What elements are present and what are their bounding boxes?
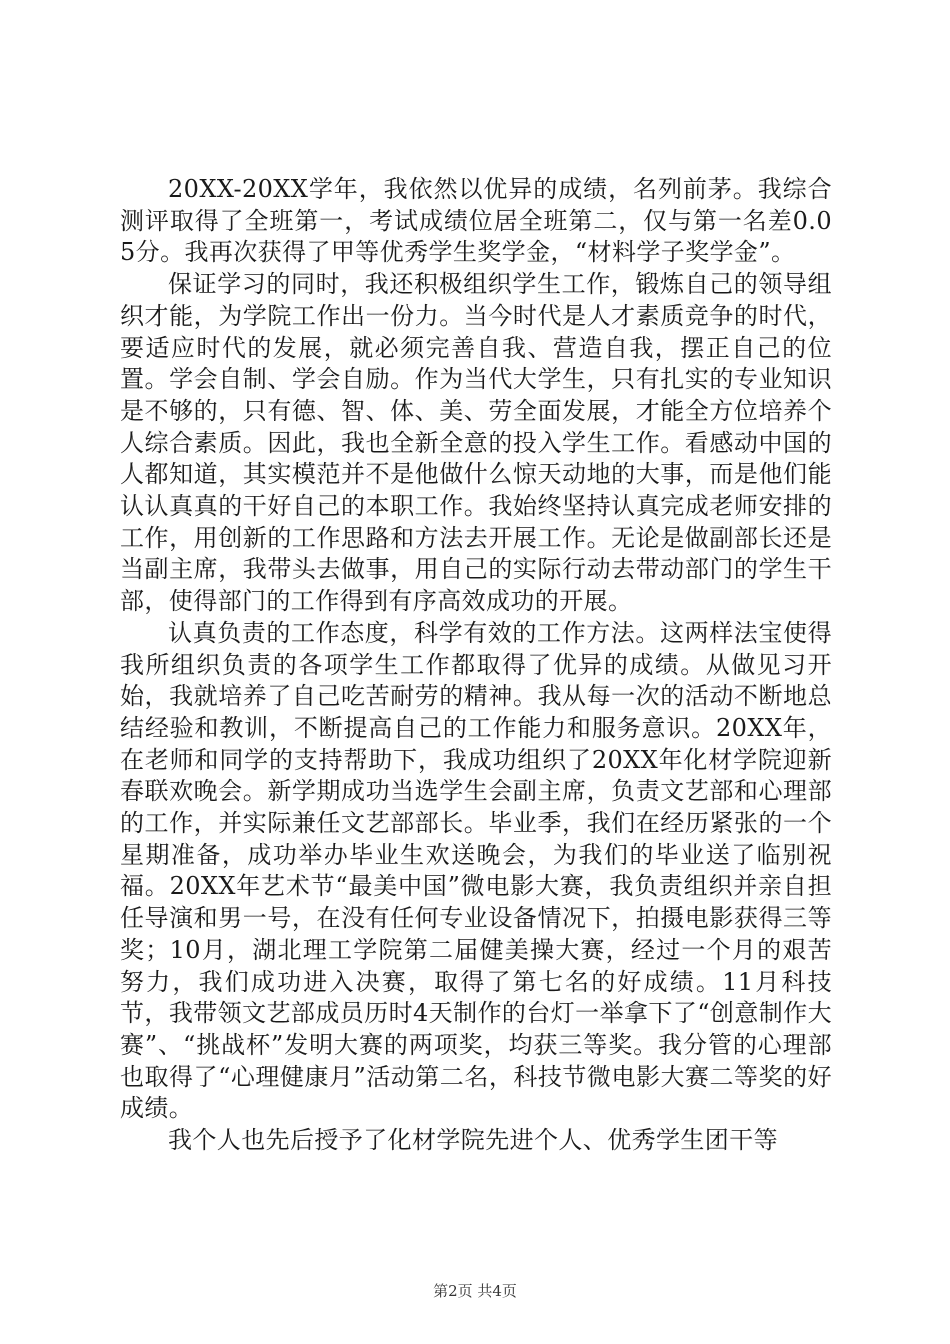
paragraph-achievements: 认真负责的工作态度，科学有效的工作方法。这两样法宝使得我所组织负责的各项学生工作都取得了优异的成绩。从做见习开始，我就培养了自己吃苦耐劳的精神。我从每一次的活动不断地总结经验和教训，不断提高自己的工作能力和服务意识。20XX年，在老师和同学的支持帮助下，我成功组织了20XX年化材学院迎新春联欢晚会。新学期成功当选学生会副主席，负责文艺部和心理部的工作，并实际兼任文艺部部长。毕业季，我们在经历紧张的一个星期准备，成功举办毕业生欢送晚会，为我们的毕业送了临别祝福。20XX年艺术节“最美中国”微电影大赛，我负责组织并亲自担任导演和男一号，在没有任何专业设备情况下，拍摄电影获得三等奖；10月，湖北理工学院第二届健美操大赛，经过一个月的艰苦努力，我们成功进入决赛，取得了第七名的好成绩。11月科技节，我带领文艺部成员历时4天制作的台灯一举拿下了“创意制作大赛”、“挑战杯”发明大赛的两项奖，均获三等奖。我分管的心理部也取得了“心理健康月”活动第二名，科技节微电影大赛二等奖的好成绩。: [120, 618, 832, 1123]
paragraph-honors: 我个人也先后授予了化材学院先进个人、优秀学生团干等: [168, 1126, 778, 1155]
page-number-footer: 第2页 共4页: [433, 1282, 517, 1300]
document-body: [120, 174, 832, 1157]
paragraph-academic: 20XX-20XX学年，我依然以优异的成绩，名列前茅。我综合测评取得了全班第一，考试成绩位居全班第二，仅与第一名差0.05分。我再次获得了甲等优秀学生奖学金，“材料学子奖学金”。: [120, 175, 832, 267]
paragraph-student-work: 保证学习的同时，我还积极组织学生工作，锻炼自己的领导组织才能，为学院工作出一份力。当今时代是人才素质竞争的时代，要适应时代的发展，就必须完善自我、营造自我，摆正自己的位置。学会自制、学会自励。作为当代大学生，只有扎实的专业知识是不够的，只有德、智、体、美、劳全面发展，才能全方位培养个人综合素质。因此，我也全新全意的投入学生工作。看感动中国的人都知道，其实模范并不是他做什么惊天动地的大事，而是他们能认认真真的干好自己的本职工作。我始终坚持认真完成老师安排的工作，用创新的工作思路和方法去开展工作。无论是做副部长还是当副主席，我带头去做事，用自己的实际行动去带动部门的学生干部，使得部门的工作得到有序高效成功的开展。: [120, 270, 832, 616]
